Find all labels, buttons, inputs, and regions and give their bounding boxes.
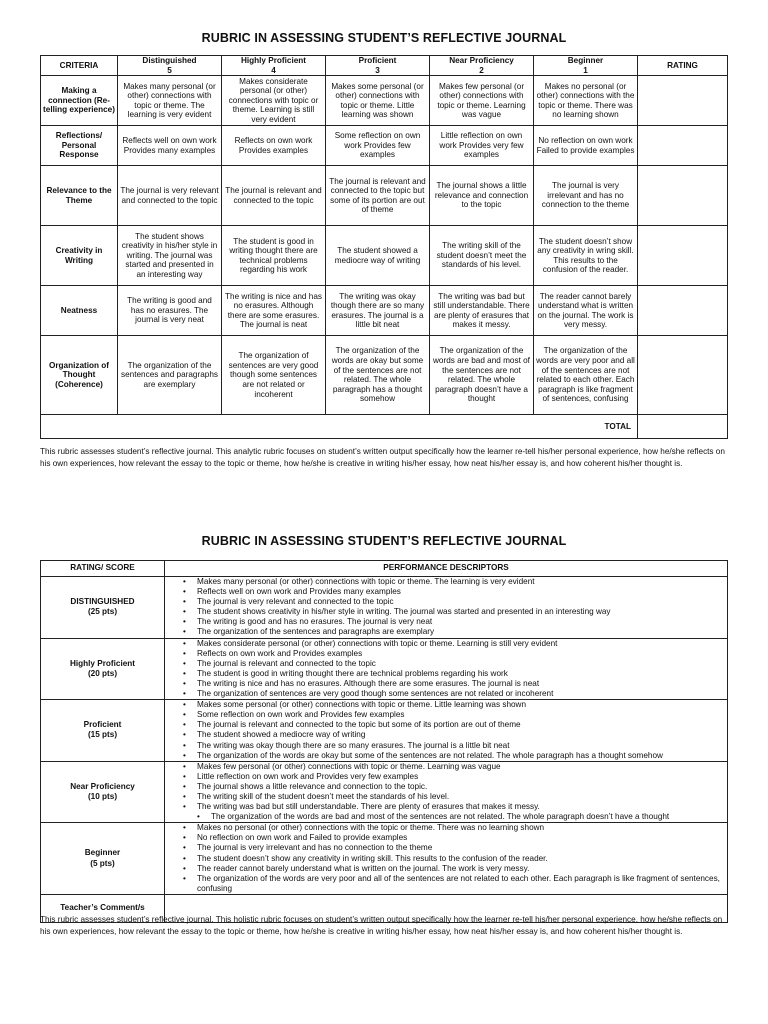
descriptor-cell: Makes some personal (or other) connections with topic or theme. Little learning was shown [326,76,430,126]
descriptor-cell: The journal is relevant and connected to the topic but some of its portion are out of theme [326,166,430,226]
list-item: • No reflection on own work and Failed to provide examples [197,833,723,843]
descriptor-list [165,577,728,639]
criterion-label: Relevance to the Theme [41,166,118,226]
rubric1-title: RUBRIC IN ASSESSING STUDENT’S REFLECTIVE JOURNAL [201,31,567,45]
criterion-label: Neatness [41,286,118,336]
descriptor-cell: The writing was bad but still understandable. There are plenty of erasures that makes it messy. [430,286,534,336]
descriptor-cell: The student shows creativity in his/her style in writing. The journal was started and presented in an interesting way [118,226,222,286]
descriptor-cell: Reflects on own work Provides examples [222,126,326,166]
list-item: • The organization of the sentences and paragraphs are exemplary [197,627,723,637]
descriptor-cell: The writing is good and has no erasures. The journal is very neat [118,286,222,336]
list-item: • The organization of the words are very poor and all of the sentences are not related to each other. Each paragraph is like fragment of sentences, confusing [197,874,723,894]
list-item: • The writing is good and has no erasures. The journal is very neat [197,617,723,627]
level-label: Beginner (5 pts) [41,823,165,895]
performance-descriptors-header: PERFORMANCE DESCRIPTORS [165,561,728,577]
descriptor-cell: The organization of the words are okay but some of the sentences are not related. The whole paragraph has a thought somehow [326,336,430,415]
total-label: TOTAL [41,415,638,439]
descriptor-cell: Makes considerate personal (or other) connections with topic or theme. Learning is still very evident [222,76,326,126]
descriptor-cell: The journal is relevant and connected to the topic [222,166,326,226]
descriptor-list [165,761,728,823]
list-item: • The journal is relevant and connected to the topic [197,659,723,669]
descriptor-cell: The journal is very relevant and connected to the topic [118,166,222,226]
header-row [41,56,728,76]
descriptor-cell: The organization of the sentences and paragraphs are exemplary [118,336,222,415]
list-item: • Reflects well on own work and Provides many examples [197,587,723,597]
descriptor-cell: No reflection on own work Failed to provide examples [534,126,638,166]
level-label: Proficient (15 pts) [41,700,165,762]
holistic-rubric-table [40,560,728,923]
level-header: Beginner 1 [534,56,638,76]
list-item: • The journal is very irrelevant and has no connection to the theme [197,843,723,853]
total-cell [638,415,728,439]
rating-cell [638,126,728,166]
table-row [41,336,728,415]
table-row [41,577,728,639]
descriptor-list [165,638,728,700]
level-header: Near Proficiency 2 [430,56,534,76]
descriptor-list [165,700,728,762]
descriptor-cell: The journal is very irrelevant and has no connection to the theme [534,166,638,226]
rating-cell [638,336,728,415]
list-item: • The organization of sentences are very good though some sentences are not related or incoherent [197,689,723,699]
table-row [41,286,728,336]
list-item: • Makes considerate personal (or other) connections with topic or theme. Learning is still very evident [197,639,723,649]
criterion-label: Creativity in Writing [41,226,118,286]
descriptor-cell: Makes many personal (or other) connections with topic or theme. The learning is very evident [118,76,222,126]
descriptor-cell: The writing skill of the student doesn’t meet the standards of his level. [430,226,534,286]
list-item: • Makes many personal (or other) connections with topic or theme. The learning is very evident [197,577,723,587]
rubric2-title: RUBRIC IN ASSESSING STUDENT’S REFLECTIVE JOURNAL [201,534,567,548]
descriptor-cell: Reflects well on own work Provides many examples [118,126,222,166]
list-item: • Makes few personal (or other) connections with topic or theme. Learning was vague [197,762,723,772]
list-item: • Reflects on own work and Provides examples [197,649,723,659]
descriptor-cell: The organization of the words are very poor and all of the sentences are not related to each other. Each paragraph is like fragment of sentences, confusing [534,336,638,415]
teacher-comment-label: Teacher’s Comment/s [41,894,165,922]
list-item: • The organization of the words are okay but some of the sentences are not related. The whole paragraph has a thought somehow [197,751,723,761]
list-item: • The student shows creativity in his/her style in writing. The journal was started and presented in an interesting way [197,607,723,617]
descriptor-cell: The student doesn’t show any creativity in wring skill. This results to the confusion of the reader. [534,226,638,286]
rating-cell [638,226,728,286]
descriptor-cell: The journal shows a little relevance and connection to the topic [430,166,534,226]
rating-cell [638,166,728,226]
descriptor-list [165,823,728,895]
list-item: • The writing skill of the student doesn’t meet the standards of his level. [197,792,723,802]
criterion-label: Organization of Thought (Coherence) [41,336,118,415]
level-label: Highly Proficient (20 pts) [41,638,165,700]
list-item: • The organization of the words are bad and most of the sentences are not related. The whole paragraph doesn’t have a thought [211,812,723,822]
table-row [41,166,728,226]
list-item: • The writing was bad but still understandable. There are plenty of erasures that makes it messy. [197,802,723,812]
list-item: • The student doesn’t show any creativity in writing skill. This results to the confusion of the reader. [197,854,723,864]
level-header: Proficient 3 [326,56,430,76]
list-item: • The student showed a mediocre way of writing [197,730,723,740]
level-label: DISTINGUISHED (25 pts) [41,577,165,639]
list-item: • The journal is relevant and connected to the topic but some of its portion are out of theme [197,720,723,730]
list-item: • The reader cannot barely understand what is written on the journal. The work is very messy. [197,864,723,874]
rating-cell [638,286,728,336]
table-row [41,126,728,166]
table-row [41,638,728,700]
list-item: • The writing was okay though there are so many erasures. The journal is a little bit neat [197,741,723,751]
list-item: • Makes no personal (or other) connections with the topic or theme. There was no learning shown [197,823,723,833]
table-row [41,76,728,126]
rating-cell [638,76,728,126]
descriptor-cell: Little reflection on own work Provides very few examples [430,126,534,166]
list-item: • Little reflection on own work and Provides very few examples [197,772,723,782]
analytic-rubric-table [40,55,728,439]
criterion-label: Reflections/ Personal Response [41,126,118,166]
rubric1-note: This rubric assesses student’s reflective journal. This analytic rubric focuses on student’s written output specifically how the learner re-tell his/her personal experience, how he/she reflects on his own experiences, how relevant the essay to the topic or theme, how he/she is creative in writing his/her essay, how neat his/her essay is, and how coherent his/her thought is. [40,447,725,469]
list-item: • Makes some personal (or other) connections with topic or theme. Little learning was shown [197,700,723,710]
level-header: Distinguished 5 [118,56,222,76]
rating-score-header: RATING/ SCORE [41,561,165,577]
descriptor-cell: The writing was okay though there are so many erasures. The journal is a little bit neat [326,286,430,336]
descriptor-cell: The student is good in writing thought there are technical problems regarding his work [222,226,326,286]
descriptor-cell: Makes few personal (or other) connections with topic or theme. Learning was vague [430,76,534,126]
table-row [41,761,728,823]
list-item: • The journal shows a little relevance and connection to the topic. [197,782,723,792]
rating-header: RATING [638,56,728,76]
criteria-header: CRITERIA [41,56,118,76]
list-item: • The student is good in writing thought there are technical problems regarding his work [197,669,723,679]
rubric2-note: This rubric assesses student’s reflective journal. This holistic rubric focuses on student’s written output specifically how the learner re-tell his/her personal experience, how he/she reflects on his own experiences, how relevant the essay to the topic or theme, how he/she is creative in writing his/her essay, how neat his/her essay is, and how coherent his/her thought is. [40,915,723,937]
descriptor-cell: The reader cannot barely understand what is written on the journal. The work is very messy. [534,286,638,336]
list-item: • The writing is nice and has no erasures. Although there are some erasures. The journal is neat [197,679,723,689]
descriptor-cell: The organization of sentences are very good though some sentences are not related or incoherent [222,336,326,415]
criterion-label: Making a connection (Re-telling experience) [41,76,118,126]
descriptor-cell: The student showed a mediocre way of writing [326,226,430,286]
table-row [41,700,728,762]
table-row [41,823,728,895]
table-row [41,226,728,286]
level-header: Highly Proficient 4 [222,56,326,76]
list-item: • Some reflection on own work and Provides few examples [197,710,723,720]
header-row [41,561,728,577]
total-row [41,415,728,439]
level-label: Near Proficiency (10 pts) [41,761,165,823]
descriptor-cell: Some reflection on own work Provides few examples [326,126,430,166]
descriptor-cell: The writing is nice and has no erasures. Although there are some erasures. The journal is neat [222,286,326,336]
descriptor-cell: The organization of the words are bad and most of the sentences are not related. The whole paragraph doesn’t have a thought [430,336,534,415]
descriptor-cell: Makes no personal (or other) connections with the topic or theme. There was no learning shown [534,76,638,126]
list-item: • The journal is very relevant and connected to the topic [197,597,723,607]
